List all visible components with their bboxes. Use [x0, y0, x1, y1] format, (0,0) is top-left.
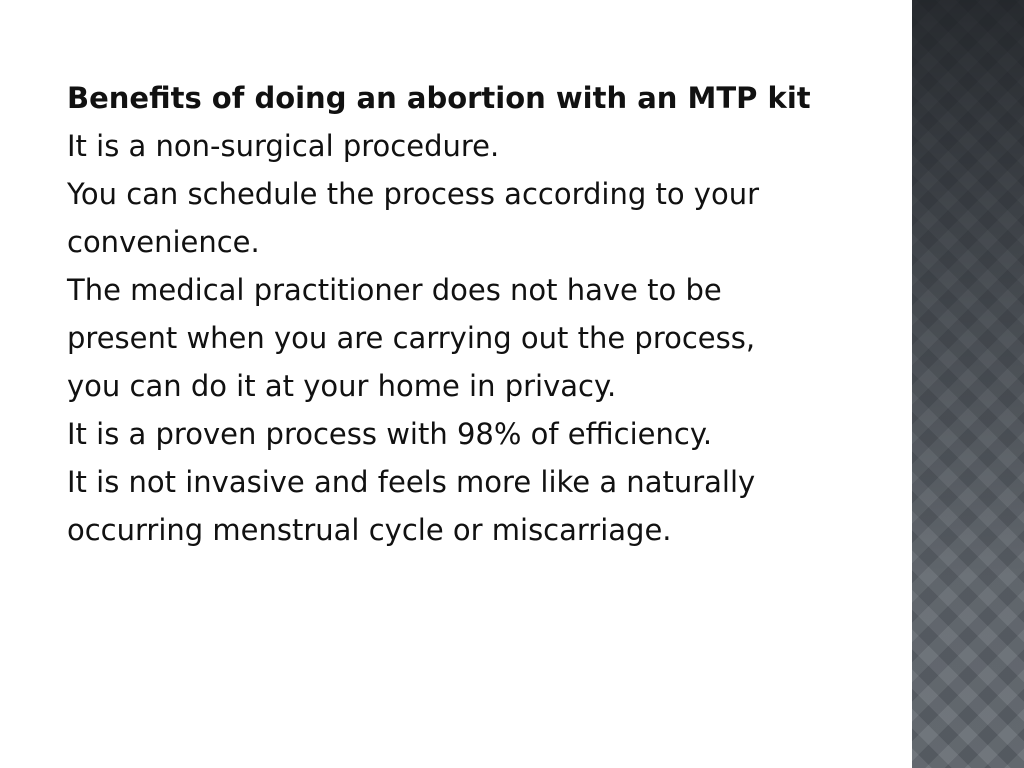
slide-content [67, 74, 917, 554]
body-line: present when you are carrying out the process, [67, 321, 756, 355]
body-line: It is a non-surgical procedure. [67, 129, 500, 163]
body-line: you can do it at your home in privacy. [67, 369, 617, 403]
body-line: You can schedule the process according to your [67, 177, 759, 211]
body-line: It is a proven process with 98% of efficiency. [67, 417, 713, 451]
body-line: convenience. [67, 225, 260, 259]
slide-heading: Benefits of doing an abortion with an MTP kit [67, 81, 811, 115]
body-line: The medical practitioner does not have to be [67, 273, 722, 307]
body-line: It is not invasive and feels more like a naturally [67, 465, 756, 499]
decorative-side-band [912, 0, 1024, 768]
body-line: occurring menstrual cycle or miscarriage. [67, 513, 672, 547]
